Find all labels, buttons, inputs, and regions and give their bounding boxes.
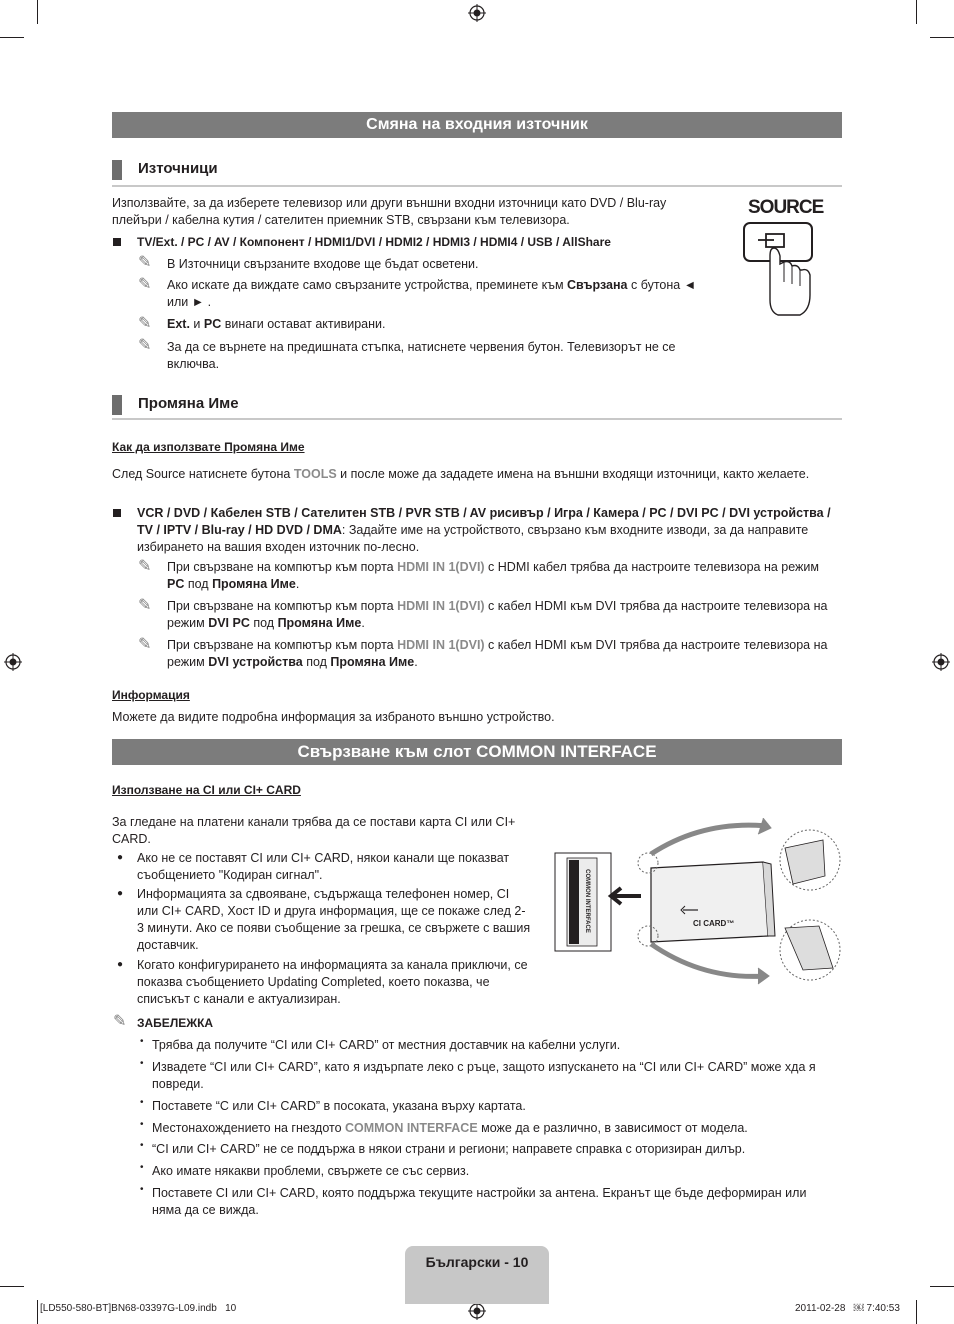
note-icon: ✎ <box>138 254 152 271</box>
heading-bar <box>112 160 122 180</box>
source-note <box>167 277 707 311</box>
bullet-dot: ● <box>117 888 124 899</box>
note-bold: Свързана <box>567 278 628 292</box>
bullet-dot: • <box>140 1119 144 1130</box>
crop-mark <box>0 1286 24 1287</box>
ci-note <box>152 1141 832 1158</box>
crop-mark <box>0 37 24 38</box>
note-text: с HDMI кабел трябва да настроите телевизора на режим <box>484 560 819 574</box>
note-text: Ако искате да виждате само свързаните устройства, преминете към <box>167 278 568 292</box>
note-text: За да се върнете на предишната стъпка, натиснете червения бутон. Телевизорът не се включва. <box>167 340 676 371</box>
note-text: При свързване на компютър към порта <box>167 560 398 574</box>
crop-mark <box>37 1300 38 1324</box>
source-button-hand-icon <box>740 220 820 320</box>
ci-label: Използване на CI или CI+ CARD <box>112 783 301 797</box>
note-text: Ако имате някакви проблеми, свържете се със сервиз. <box>152 1164 470 1178</box>
ci-intro: За гледане на платени канали трябва да се постави карта CI или CI+ CARD. <box>112 815 516 846</box>
rename-note <box>167 598 837 632</box>
rename-note <box>167 559 837 593</box>
device-list-bold: VCR / DVD / Кабелен STB / Сателитен STB / PVR STB / AV рисивър / Игра / Камера / PC / DVI PC / DVI устройства / TV / IPTV / Blu-ray / HD DVD / DMA <box>137 506 831 537</box>
menu-name: Промяна Име <box>330 655 415 669</box>
howto-text <box>112 466 832 483</box>
note-text: Трябва да получите “CI или CI+ CARD” от местния доставчик на кабелни услуги. <box>152 1038 621 1052</box>
bullet-dot: • <box>140 1036 144 1047</box>
note-icon: ✎ <box>138 315 152 332</box>
subsection-heading: Промяна Име <box>138 395 239 412</box>
device-list <box>137 505 842 556</box>
slot-label: COMMON INTERFACE <box>584 869 590 933</box>
source-note <box>167 316 707 333</box>
note-text: под <box>302 655 331 669</box>
crop-mark <box>916 0 917 24</box>
ci-note <box>152 1120 832 1137</box>
note-text: може да е различно, в зависимост от модела. <box>477 1121 748 1135</box>
registration-mark-icon <box>4 653 22 671</box>
registration-mark-icon <box>468 1302 486 1320</box>
source-note <box>167 339 707 373</box>
common-interface-label: COMMON INTERFACE <box>345 1121 478 1135</box>
howto-post: и после може да зададете имена на външни входящи източници, както желаете. <box>336 467 810 481</box>
bullet-dot: • <box>140 1097 144 1108</box>
note-text: “CI или CI+ CARD” не се поддържа в някои страни и региони; направете справка с оторизиран дилър. <box>152 1142 746 1156</box>
bullet-dot: ● <box>117 852 124 863</box>
note-icon: ✎ <box>138 276 152 293</box>
note-text: винаги остават активирани. <box>221 317 386 331</box>
ci-note <box>152 1185 832 1219</box>
port-name: HDMI IN 1(DVI) <box>397 638 485 652</box>
ci-note <box>152 1098 832 1115</box>
note-bold: Ext. <box>167 317 190 331</box>
crop-mark <box>930 1286 954 1287</box>
note-text: Поставете “C или CI+ CARD” в посоката, указана върху картата. <box>152 1099 526 1113</box>
ci-bullet: Ако не се поставят CI или CI+ CARD, някои канали ще показват съобщението "Кодиран сигнал". <box>137 851 510 882</box>
mode-name: DVI устройства <box>208 655 303 669</box>
note-text: При свързване на компютър към порта <box>167 599 398 613</box>
note-text: с кабел HDMI към DVI трябва да настроите телевизора на режим <box>167 599 828 630</box>
note-text: и <box>189 317 204 331</box>
note-text: под <box>184 577 213 591</box>
bullet-dot: ● <box>117 959 124 970</box>
tools-key: TOOLS <box>293 467 337 481</box>
card-label: CI CARD™ <box>693 919 735 928</box>
mode-name: DVI PC <box>208 616 250 630</box>
timestamp: 2011-02-28 ￼ 7:40:53 <box>795 1303 900 1314</box>
menu-name: Промяна Име <box>277 616 362 630</box>
note-icon: ✎ <box>138 636 152 653</box>
bullet-dot: • <box>140 1140 144 1151</box>
note-icon: ✎ <box>138 597 152 614</box>
section-title: Смяна на входния източник <box>112 112 842 138</box>
note-text: . <box>361 616 365 630</box>
ci-note <box>152 1163 832 1180</box>
menu-name: Промяна Име <box>212 577 296 591</box>
subsection-rename <box>112 395 842 420</box>
crop-mark <box>930 37 954 38</box>
note-text: Извадете “CI или CI+ CARD”, като я издърпате леко с ръце, защото изпускането на “CI или CI+ CARD” може хда я повреди. <box>152 1060 816 1091</box>
bullet-dot: • <box>140 1058 144 1069</box>
port-name: HDMI IN 1(DVI) <box>397 560 485 574</box>
heading-bar <box>112 395 122 415</box>
rename-note <box>167 637 837 671</box>
note-icon: ✎ <box>138 337 152 354</box>
sources-list: TV/Ext. / PC / AV / Компонент / HDMI1/DVI / HDMI2 / HDMI3 / HDMI4 / USB / AllShare <box>137 235 611 249</box>
mode-name: PC <box>167 577 185 591</box>
registration-mark-icon <box>932 653 950 671</box>
page-label: Български - 10 <box>425 1254 529 1270</box>
subsection-sources <box>112 160 842 187</box>
note-text: . <box>295 577 300 591</box>
note-text: В Източници свързаните входове ще бъдат осветени. <box>167 257 479 271</box>
bullet-dot: • <box>140 1162 144 1173</box>
source-label: SOURCE <box>748 197 824 218</box>
ci-slot-illustration <box>553 818 843 993</box>
note-text: с бутона ◄ или ► . <box>167 278 697 309</box>
device-list-text: : Задайте име на устройството, свързано към входните изводи, за да направите избирането на вашия входен източник по-лесно. <box>137 523 809 554</box>
bullet-dot: • <box>140 1184 144 1195</box>
note-text: под <box>249 616 278 630</box>
sources-intro: Използвайте, за да изберете телевизор или други външни входни източници като DVD / Blu-ray плейъри / кабелна кутия / сателитен приемник STB, свързани към телевизора. <box>112 196 667 227</box>
ci-note <box>152 1037 832 1054</box>
note-heading: ЗАБЕЛЕЖКА <box>137 1016 214 1030</box>
note-text: . <box>414 655 418 669</box>
info-text: Можете да видите подробна информация за избраното външно устройство. <box>112 710 555 724</box>
note-icon: ✎ <box>113 1013 127 1030</box>
crop-mark <box>916 1300 917 1324</box>
subsection-heading: Източници <box>138 160 218 177</box>
howto-pre: След Source натиснете бутона <box>112 467 294 481</box>
list-square-bullet <box>113 238 121 246</box>
note-text: Местонахождението на гнездото <box>152 1121 346 1135</box>
list-square-bullet <box>113 509 121 517</box>
ci-note <box>152 1059 832 1093</box>
note-text: Поставете CI или CI+ CARD, която поддържа текущите настройки за антена. Екранът ще бъде деформиран или няма да се вижда. <box>152 1186 807 1217</box>
source-note <box>167 256 707 273</box>
note-text: При свързване на компютър към порта <box>167 638 398 652</box>
section-title: Свързване към слот COMMON INTERFACE <box>112 739 842 765</box>
note-text: с кабел HDMI към DVI трябва да настроите телевизора на режим <box>167 638 828 669</box>
ci-bullet: Информацията за сдвояване, съдържаща телефонен номер, CI или CI+ CARD, Хост ID и друга информация, ще се покаже след 2-3 минути. Ако се появи съобщение за грешка, се свържете с вашия доставчик. <box>137 887 531 952</box>
port-name: HDMI IN 1(DVI) <box>397 599 485 613</box>
registration-mark-icon <box>468 4 486 22</box>
ci-bullet: Когато конфигурирането на информацията за канала приключи, се показва съобщението Updating Completed, което показва, че списъкът с канали е актуализиран. <box>137 958 528 1006</box>
howto-label: Как да използвате Промяна Име <box>112 440 305 454</box>
file-info: [LD550-580-BT]BN68-03397G-L09.indb 10 <box>40 1303 237 1314</box>
note-bold: PC <box>203 317 222 331</box>
crop-mark <box>37 0 38 24</box>
note-icon: ✎ <box>138 558 152 575</box>
info-label: Информация <box>112 688 190 702</box>
